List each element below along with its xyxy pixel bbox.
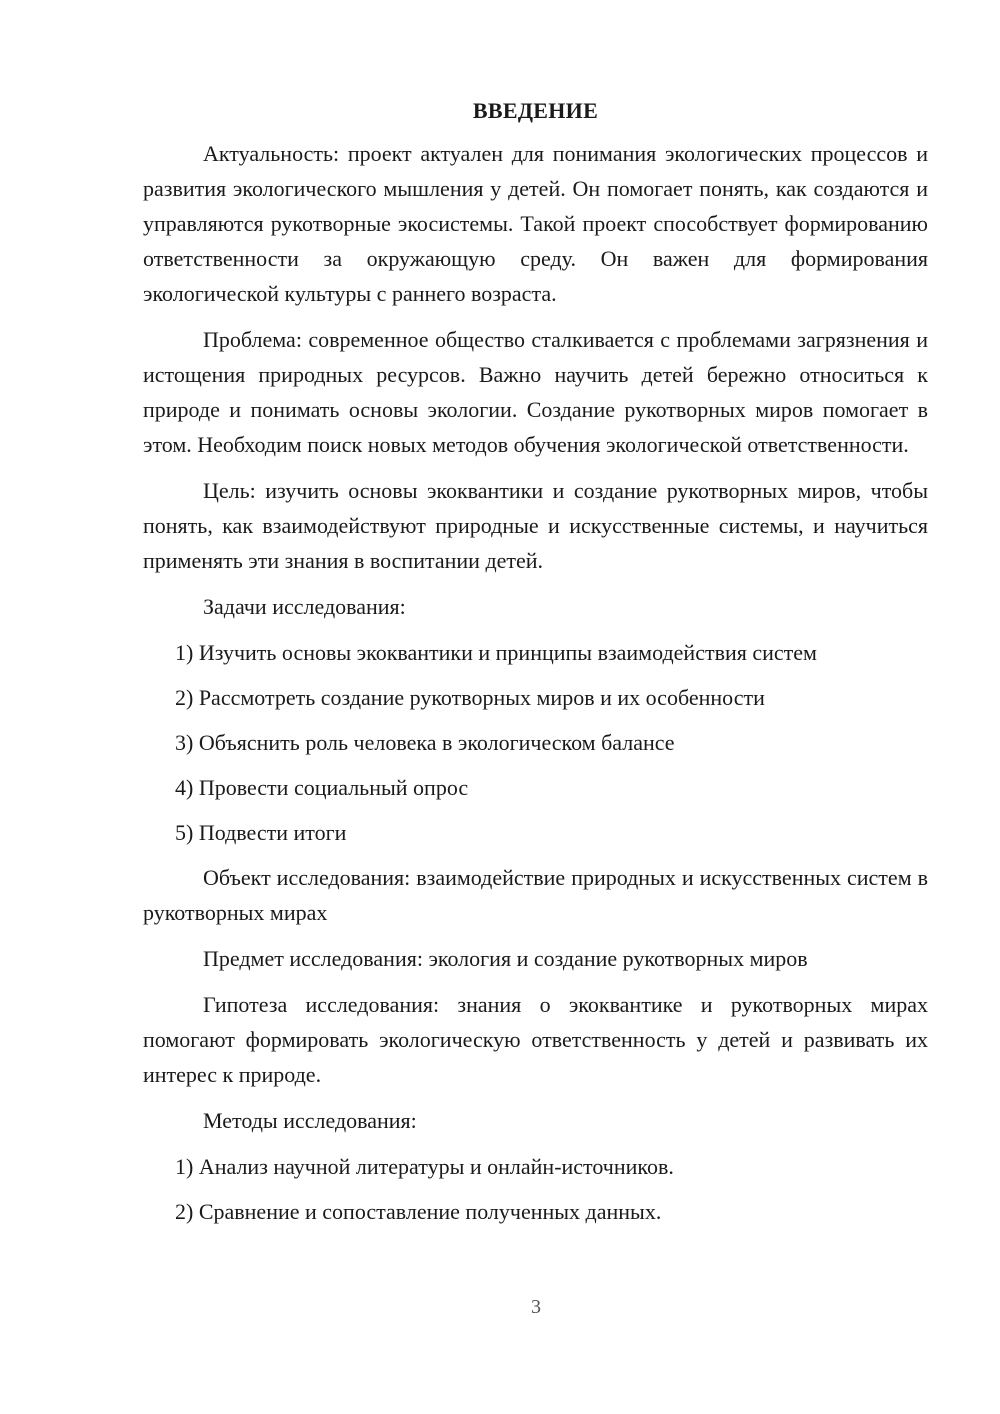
paragraph-hypothesis: Гипотеза исследования: знания о экоквантике и рукотворных мирах помогают формировать экологическую ответственность у детей и развивать их интерес к природе. (143, 992, 928, 1087)
paragraph-relevance: Актуальность: проект актуален для понимания экологических процессов и развития экологического мышления у детей. Он помогает понять, как создаются и управляются рукотворные экосистемы. Такой проект способствует формированию ответственности за окружающую среду. Он важен для формирования экологической культуры с раннего возраста. (143, 141, 928, 306)
methods-heading: Методы исследования: (203, 1108, 417, 1133)
tasks-list (143, 635, 928, 850)
list-item: 1) Анализ научной литературы и онлайн-источников. (175, 1154, 674, 1179)
list-item: 1) Изучить основы экоквантики и принципы взаимодействия систем (175, 640, 817, 665)
list-item: 4) Провести социальный опрос (175, 775, 469, 800)
paragraph-object: Объект исследования: взаимодействие природных и искусственных систем в рукотворных мирах (143, 865, 928, 925)
paragraph-subject: Предмет исследования: экология и создание рукотворных миров (203, 946, 808, 971)
page-title: ВВЕДЕНИЕ (472, 98, 599, 123)
tasks-heading: Задачи исследования: (203, 594, 406, 619)
list-item: 2) Рассмотреть создание рукотворных миров и их особенности (175, 685, 765, 710)
list-item: 5) Подвести итоги (175, 820, 347, 845)
document-page (143, 96, 928, 1239)
paragraph-goal: Цель: изучить основы экоквантики и создание рукотворных миров, чтобы понять, как взаимодействуют природные и искусственные системы, и научиться применять эти знания в воспитании детей. (143, 478, 928, 573)
page-number: 3 (531, 1296, 541, 1318)
paragraph-problem: Проблема: современное общество сталкивается с проблемами загрязнения и истощения природных ресурсов. Важно научить детей бережно относиться к природе и понимать основы экологии. Создание рукотворных миров помогает в этом. Необходим поиск новых методов обучения экологической ответственности. (143, 327, 928, 457)
methods-list (143, 1149, 928, 1229)
list-item: 2) Сравнение и сопоставление полученных данных. (175, 1199, 662, 1224)
list-item: 3) Объяснить роль человека в экологическом балансе (175, 730, 675, 755)
